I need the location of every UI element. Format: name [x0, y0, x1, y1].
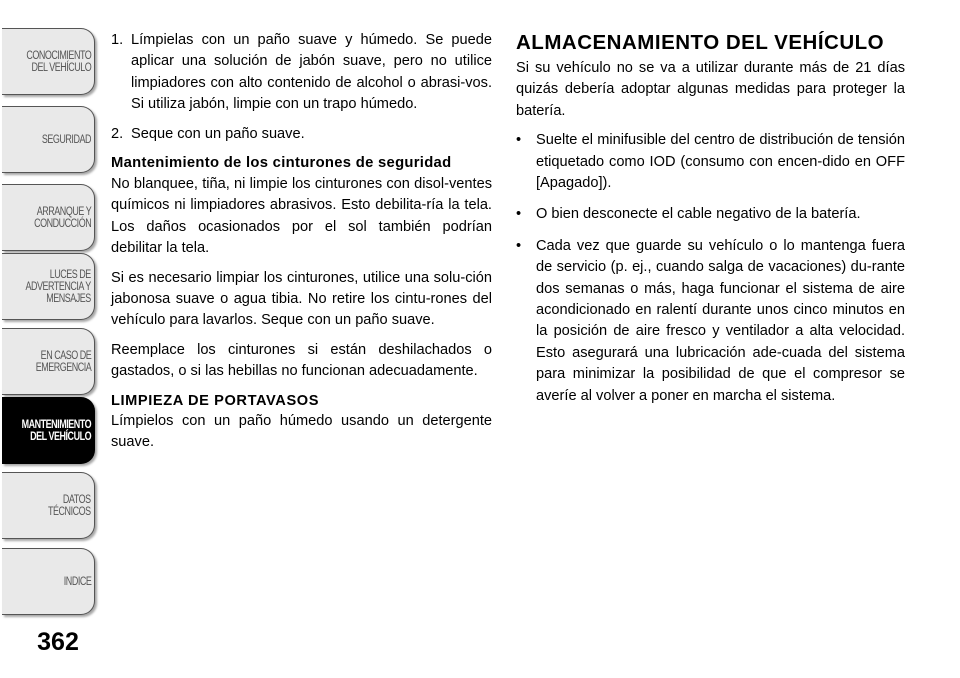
bullet-marker: •: [516, 237, 522, 254]
tab-label: INDICE: [63, 575, 91, 588]
right-column: [516, 30, 905, 417]
list-item: [516, 204, 905, 225]
tab-label: CONOCIMIENTO DEL VEHÍCULO: [26, 49, 91, 74]
list-text: Suelte el minifusible del centro de distribución de tensión etiquetado como IOD (consumo con encen-dido en OFF [Apagado]).: [536, 132, 905, 192]
paragraph: Si su vehículo no se va a utilizar durante más de 21 días quizás debería adoptar algunas medidas para proteger la batería.: [516, 60, 905, 119]
list-item: [111, 30, 492, 116]
paragraph: Límpielos con un paño húmedo usando un detergente suave.: [111, 412, 492, 451]
chapter-tabs: [0, 0, 100, 678]
tab-luces-de-advertencia[interactable]: [2, 253, 95, 320]
tab-label: MANTENIMIENTO DEL VEHÍCULO: [21, 418, 91, 443]
tab-arranque-y-conduccion[interactable]: [2, 184, 95, 251]
page-number: 362: [37, 628, 79, 656]
list-text: Límpielas con un paño suave y húmedo. Se puede aplicar una solución de jabón suave, pero no utilice limpiadores con alto contenido de alcohol o abrasi-vos. Si utiliza jabón, limpie con un trapo húmedo.: [131, 32, 492, 113]
tab-label: EN CASO DE EMERGENCIA: [35, 349, 91, 374]
list-text: Seque con un paño suave.: [131, 125, 305, 142]
tab-label: DATOS TÉCNICOS: [48, 493, 91, 518]
section-heading: ALMACENAMIENTO DEL VEHÍCULO: [516, 31, 885, 54]
left-column: [111, 30, 492, 462]
list-number: 2.: [111, 125, 124, 142]
tab-seguridad[interactable]: [2, 106, 95, 173]
list-item: [111, 124, 492, 145]
section-heading: LIMPIEZA DE PORTAVASOS: [111, 392, 320, 409]
bullet-marker: •: [516, 132, 522, 149]
section-subheading: Mantenimiento de los cinturones de seguridad: [111, 155, 452, 172]
tab-en-caso-de-emergencia[interactable]: [2, 328, 95, 395]
paragraph: Reemplace los cinturones si están deshilachados o gastados, o si las hebillas no funcionan adecuadamente.: [111, 341, 492, 380]
tab-mantenimiento-del-vehiculo[interactable]: [2, 397, 95, 464]
list-text: Cada vez que guarde su vehículo o lo mantenga fuera de servicio (p. ej., cuando salga de vacaciones) du-rante dos semanas o más, haga funcionar el sistema de aire acondicionado en ralentí durante unos cinco minutos en la posición de aire fresco y ventilador a alta velocidad. Esto asegurará una lubricación ade-cuada del sistema para minimizar la posibilidad de que el compresor se averíe al volver a poner en marcha el sistema.: [536, 237, 905, 404]
tab-indice[interactable]: [2, 548, 95, 615]
tab-label: SEGURIDAD: [41, 133, 91, 146]
bullet-marker: •: [516, 206, 522, 223]
paragraph: Si es necesario limpiar los cinturones, utilice una solu-ción jabonosa suave o agua tibia. No retire los cintu-rones del vehículo para lavarlos. Seque con un paño suave.: [111, 269, 492, 329]
tab-label: ARRANQUE Y CONDUCCIÓN: [33, 205, 91, 230]
list-item: [516, 130, 905, 194]
tab-label: LUCES DE ADVERTENCIA Y MENSAJES: [25, 268, 91, 305]
list-text: O bien desconecte el cable negativo de la batería.: [536, 206, 861, 223]
paragraph: No blanquee, tiña, ni limpie los cinturones con disol-ventes químicos ni limpiadores abrasivos. Esto debilita-ría la tela. Los daños ocasionados por el sol también podrían debilitar la tela.: [111, 176, 492, 257]
list-item: [516, 236, 905, 407]
list-number: 1.: [111, 32, 124, 48]
tab-conocimiento-del-vehiculo[interactable]: [2, 28, 95, 95]
tab-datos-tecnicos[interactable]: [2, 472, 95, 539]
